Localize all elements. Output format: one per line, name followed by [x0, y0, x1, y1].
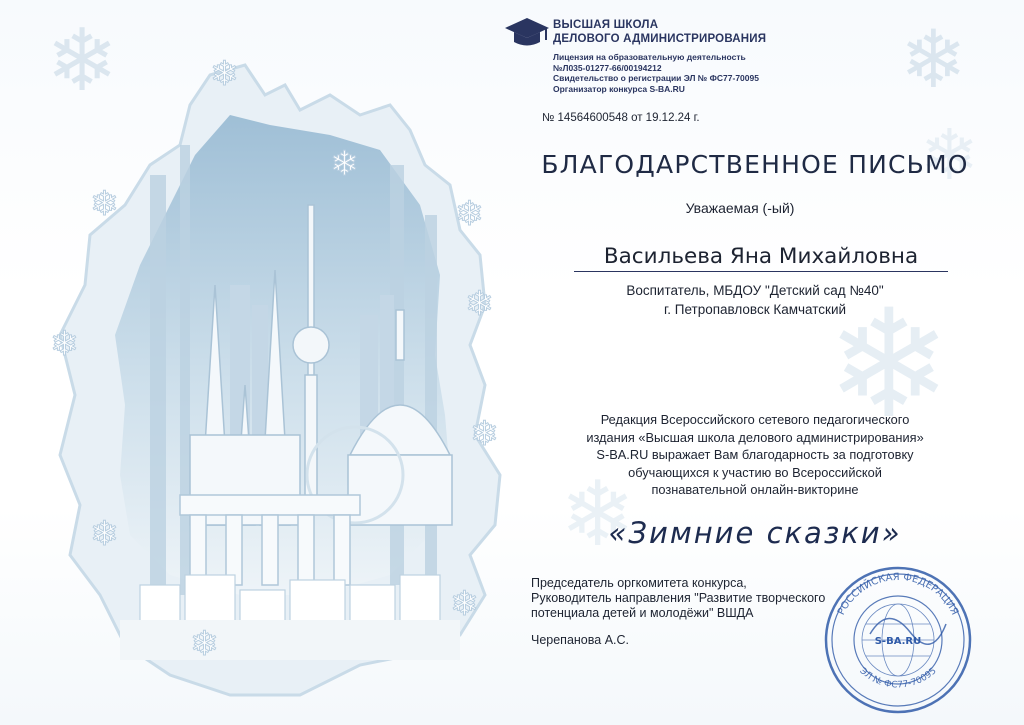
license-info	[553, 52, 759, 94]
location-line: г. Петропавловск Камчатский	[663, 302, 847, 317]
snowflake-icon: ❄	[46, 11, 119, 111]
gratitude-text	[530, 411, 980, 499]
svg-text:❄: ❄	[465, 284, 494, 324]
contest-name: «Зимние сказки»	[608, 516, 902, 550]
position-line: Воспитатель, МБДОУ "Детский сад №40"	[626, 283, 884, 298]
gratitude-text-line: издания «Высшая школа делового администрирования»	[586, 429, 924, 445]
license-info-line: Организатор конкурса S-BA.RU	[553, 83, 685, 94]
svg-text:❄: ❄	[90, 184, 119, 224]
signature-title-line: потенциала детей и молодёжи" ВШДА	[531, 606, 754, 620]
svg-text:❄: ❄	[50, 324, 79, 364]
signature-title	[531, 576, 851, 621]
stamp-ring-top: РОССИЙСКАЯ ФЕДЕРАЦИЯ	[835, 571, 961, 617]
organization-name-line-2: ДЕЛОВОГО АДМИНИСТРИРОВАНИЯ	[553, 33, 767, 45]
signer-name: Черепанова А.С.	[531, 633, 629, 647]
svg-text:❄: ❄	[190, 624, 219, 664]
snowflake-icon: ❄	[826, 278, 952, 452]
document-number: № 14564600548 от 19.12.24 г.	[542, 112, 700, 124]
svg-text:❄: ❄	[470, 414, 499, 454]
svg-text:❄: ❄	[90, 514, 119, 554]
signature-title-line: Руководитель направления "Развитие творческого	[531, 591, 826, 605]
svg-text:❄: ❄	[210, 55, 239, 94]
recipient-position	[560, 281, 950, 319]
svg-text:РОССИЙСКАЯ ФЕДЕРАЦИЯ	[836, 572, 960, 617]
gratitude-text-line: познавательной онлайн-викторине	[651, 482, 859, 497]
salutation: Уважаемая (-ый)	[685, 200, 795, 216]
svg-text:❄: ❄	[330, 144, 359, 184]
gratitude-text-line: Редакция Всероссийского сетевого педагогического	[600, 412, 910, 427]
stamp-ring-bottom: ЭЛ № ФС77-70095	[857, 666, 939, 691]
official-stamp	[818, 564, 978, 716]
organization-name	[553, 18, 766, 46]
svg-text:ЭЛ № ФС77-70095	[857, 666, 938, 690]
gratitude-text-line: S-BA.RU выражает Вам благодарность за подготовку	[596, 447, 914, 462]
snowflake-icon: ❄	[920, 114, 979, 196]
stamp-center-text: S-BA.RU	[874, 636, 922, 647]
license-info-line: Лицензия на образовательную деятельность	[553, 52, 746, 62]
recipient-name: Васильева Яна Михайловна	[574, 244, 948, 272]
license-info-line: Свидетельство о регистрации ЭЛ № ФС77-70095	[553, 73, 759, 83]
svg-text:❄: ❄	[450, 584, 479, 624]
license-info-line: №Л035-01277-66/00194212	[553, 62, 662, 73]
snowflake-icon: ❄	[560, 462, 636, 567]
gratitude-text-line: обучающихся к участию во Всероссийской	[628, 464, 882, 480]
graduation-cap-icon	[505, 16, 549, 50]
signature-title-line: Председатель оргкомитета конкурса,	[531, 576, 747, 590]
snowflake-icon: ❄	[900, 13, 968, 106]
svg-text:❄: ❄	[455, 194, 484, 234]
organization-name-line-1: ВЫСШАЯ ШКОЛА	[553, 19, 659, 31]
winter-city-map-illustration	[30, 55, 540, 720]
document-title: БЛАГОДАРСТВЕННОЕ ПИСЬМО	[541, 150, 969, 179]
